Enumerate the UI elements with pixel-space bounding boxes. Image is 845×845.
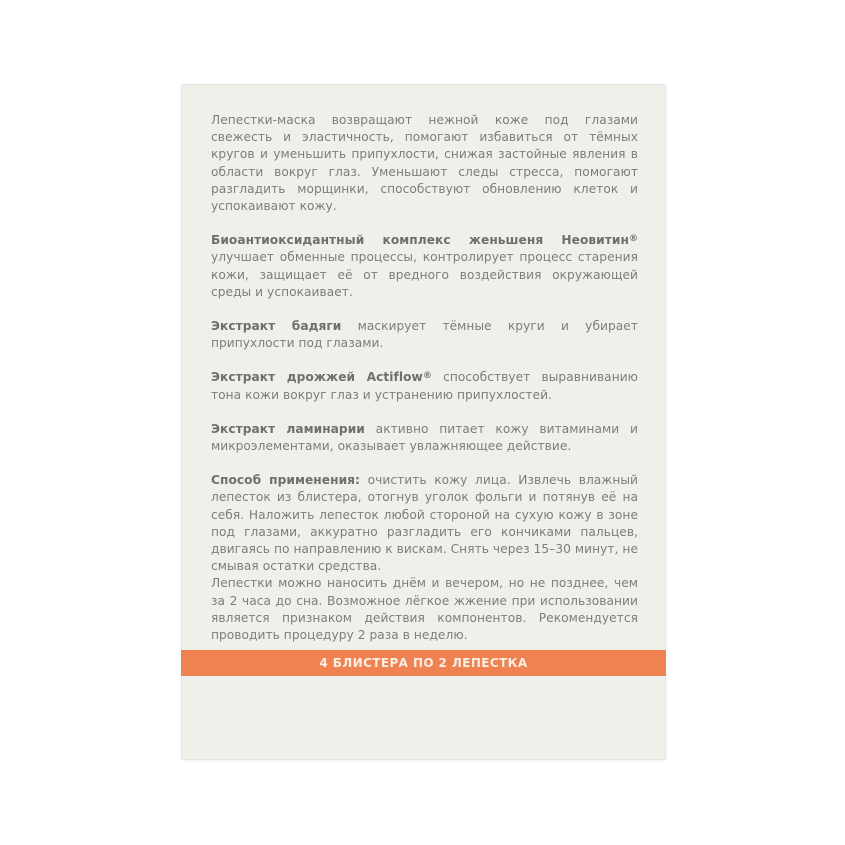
laminaria-text: активно питает кожу витаминами и микроэлементами, оказывает увлажняющее действие. [211,421,638,454]
blister-count-band [181,650,666,676]
usage-text: очистить кожу лица. Извлечь влажный лепесток из блистера, отогнув уголок фольги и потянув её на себя. Наложить лепесток любой стороной на сухую кожу в зоне под глазами, аккуратно разгладить его кончиками пальцев, двигаясь по направлению к вискам. Снять через 15–30 минут, не смывая остатки средства. [211,473,639,574]
badyaga-heading: Экстракт бадяги [211,319,342,334]
yeast-heading: Экстракт дрожжей Actiflow [211,370,423,385]
blister-count-label: 4 БЛИСТЕРА ПО 2 ЛЕПЕСТКА [319,656,528,670]
usage-paragraph-2: Лепестки можно наносить днём и вечером, но не позднее, чем за 2 часа до сна. Возможное лёгкое жжение при использовании является признаком действия компонентов. Рекомендуется проводить процедуру 2 раза в неделю. [211,576,638,643]
laminaria-heading: Экстракт ламинарии [211,421,365,436]
registered-mark: ® [422,371,432,382]
yeast-paragraph [211,369,638,403]
intro-paragraph: Лепестки-маска возвращают нежной коже под глазами свежесть и эластичность, помогают избавиться от тёмных кругов и уменьшить припухлости, снижая застойные явления в области вокруг глаз. Уменьшают следы стресса, помогают разгладить морщинки, способствуют обновлению клеток и успокаивают кожу. [211,113,638,214]
package-back-panel [181,84,666,760]
usage-heading: Способ применения: [211,473,360,488]
laminaria-paragraph [211,421,638,455]
description-text-block [211,112,638,644]
yeast-text: способствует выравниванию тона кожи вокруг глаз и устранению припухлостей. [211,370,638,402]
badyaga-text: маскирует тёмные круги и убирает припухлости под глазами. [211,319,638,351]
badyaga-paragraph [211,318,638,352]
ginseng-heading: Биоантиоксидантный комплекс женьшеня Неовитин [211,233,629,248]
ginseng-text: улучшает обменные процессы, контролирует процесс старения кожи, защищает её от вредного воздействия окружающей среды и успокаивает. [211,250,638,299]
usage-paragraph [211,472,638,575]
ginseng-paragraph [211,232,638,301]
registered-mark: ® [628,234,638,245]
